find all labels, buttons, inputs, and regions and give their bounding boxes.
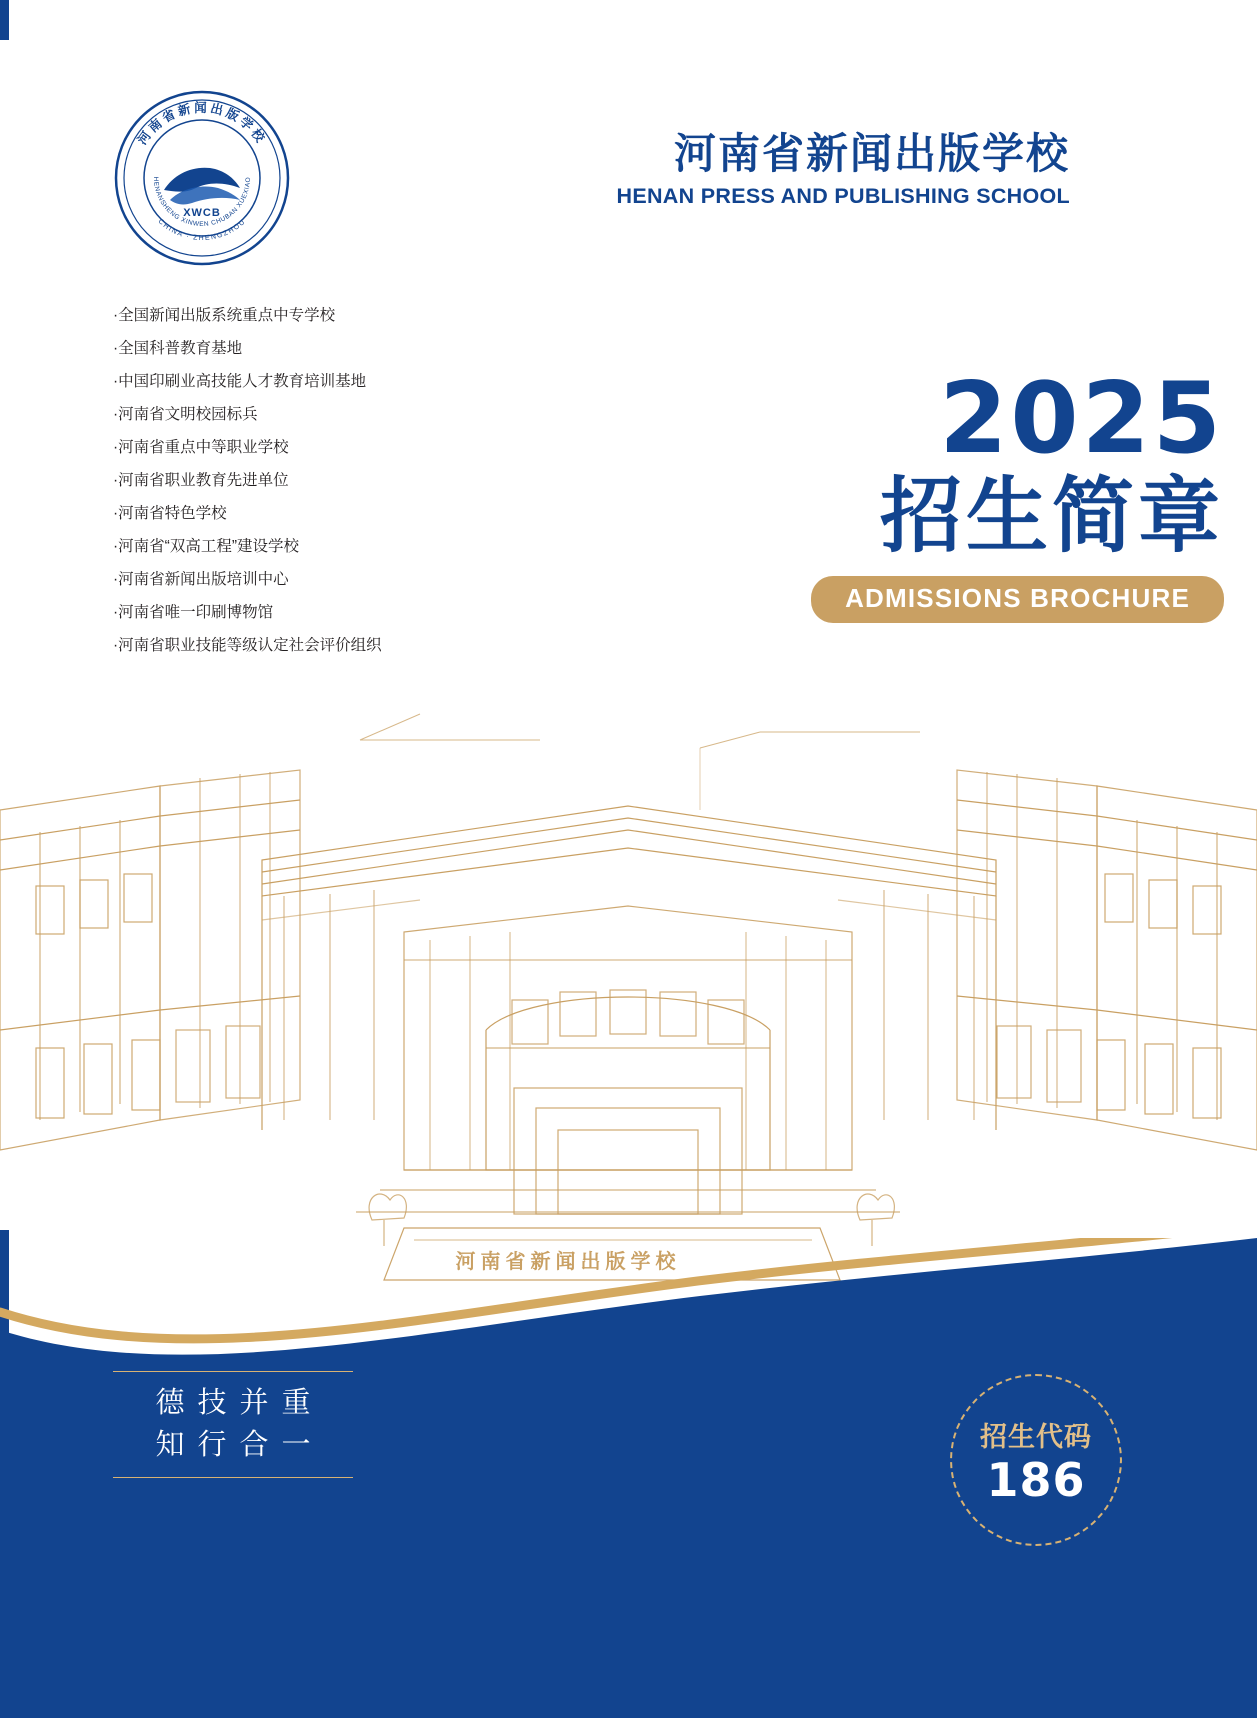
list-item: ·河南省特色学校 — [113, 505, 227, 522]
campus-gate-illustration — [0, 700, 1257, 1320]
motto-line-1: 德技并重 — [155, 1387, 324, 1420]
title-en-badge: ADMISSIONS BROCHURE — [811, 576, 1224, 623]
admission-code-label: 招生代码 — [980, 1422, 1092, 1453]
list-item: ·河南省重点中等职业学校 — [113, 439, 289, 456]
gate-sign-text: 河南省新闻出版学校 — [455, 1251, 681, 1273]
school-motto — [113, 1371, 353, 1478]
motto-line-2: 知行合一 — [155, 1429, 324, 1462]
year-text: 2025 — [939, 362, 1224, 476]
svg-text:HENANSHENG XINWEN CHUBAN XUEXI: HENANSHENG XINWEN CHUBAN XUEXIAO — [151, 176, 253, 229]
admission-code-number: 186 — [986, 1453, 1086, 1508]
list-item: ·河南省文明校园标兵 — [113, 406, 258, 423]
svg-text:河南省新闻出版学校: 河南省新闻出版学校 — [135, 101, 269, 148]
admission-code-badge — [950, 1374, 1122, 1546]
cover-title-block — [664, 362, 1224, 623]
school-seal-logo — [112, 88, 292, 268]
list-item: ·全国科普教育基地 — [113, 340, 243, 357]
school-name-cn: 河南省新闻出版学校 — [673, 130, 1070, 177]
svg-text:CHINA · ZHENGZHOU: CHINA · ZHENGZHOU — [156, 218, 248, 243]
list-item: ·河南省职业教育先进单位 — [113, 472, 289, 489]
school-name-en: HENAN PRESS AND PUBLISHING SCHOOL — [616, 184, 1070, 209]
list-item: ·河南省职业技能等级认定社会评价组织 — [113, 637, 382, 654]
list-item: ·中国印刷业高技能人才教育培训基地 — [113, 373, 367, 390]
svg-text:XWCB: XWCB — [183, 207, 221, 219]
list-item: ·全国新闻出版系统重点中专学校 — [113, 307, 336, 324]
list-item: ·河南省新闻出版培训中心 — [113, 571, 289, 588]
list-item: ·河南省“双高工程”建设学校 — [113, 538, 299, 555]
motto-rule-bottom — [113, 1477, 353, 1479]
school-name-block — [600, 130, 1070, 209]
honors-list — [113, 308, 553, 671]
list-item: ·河南省唯一印刷博物馆 — [113, 604, 274, 621]
page-title: 招生简章 — [879, 471, 1224, 562]
